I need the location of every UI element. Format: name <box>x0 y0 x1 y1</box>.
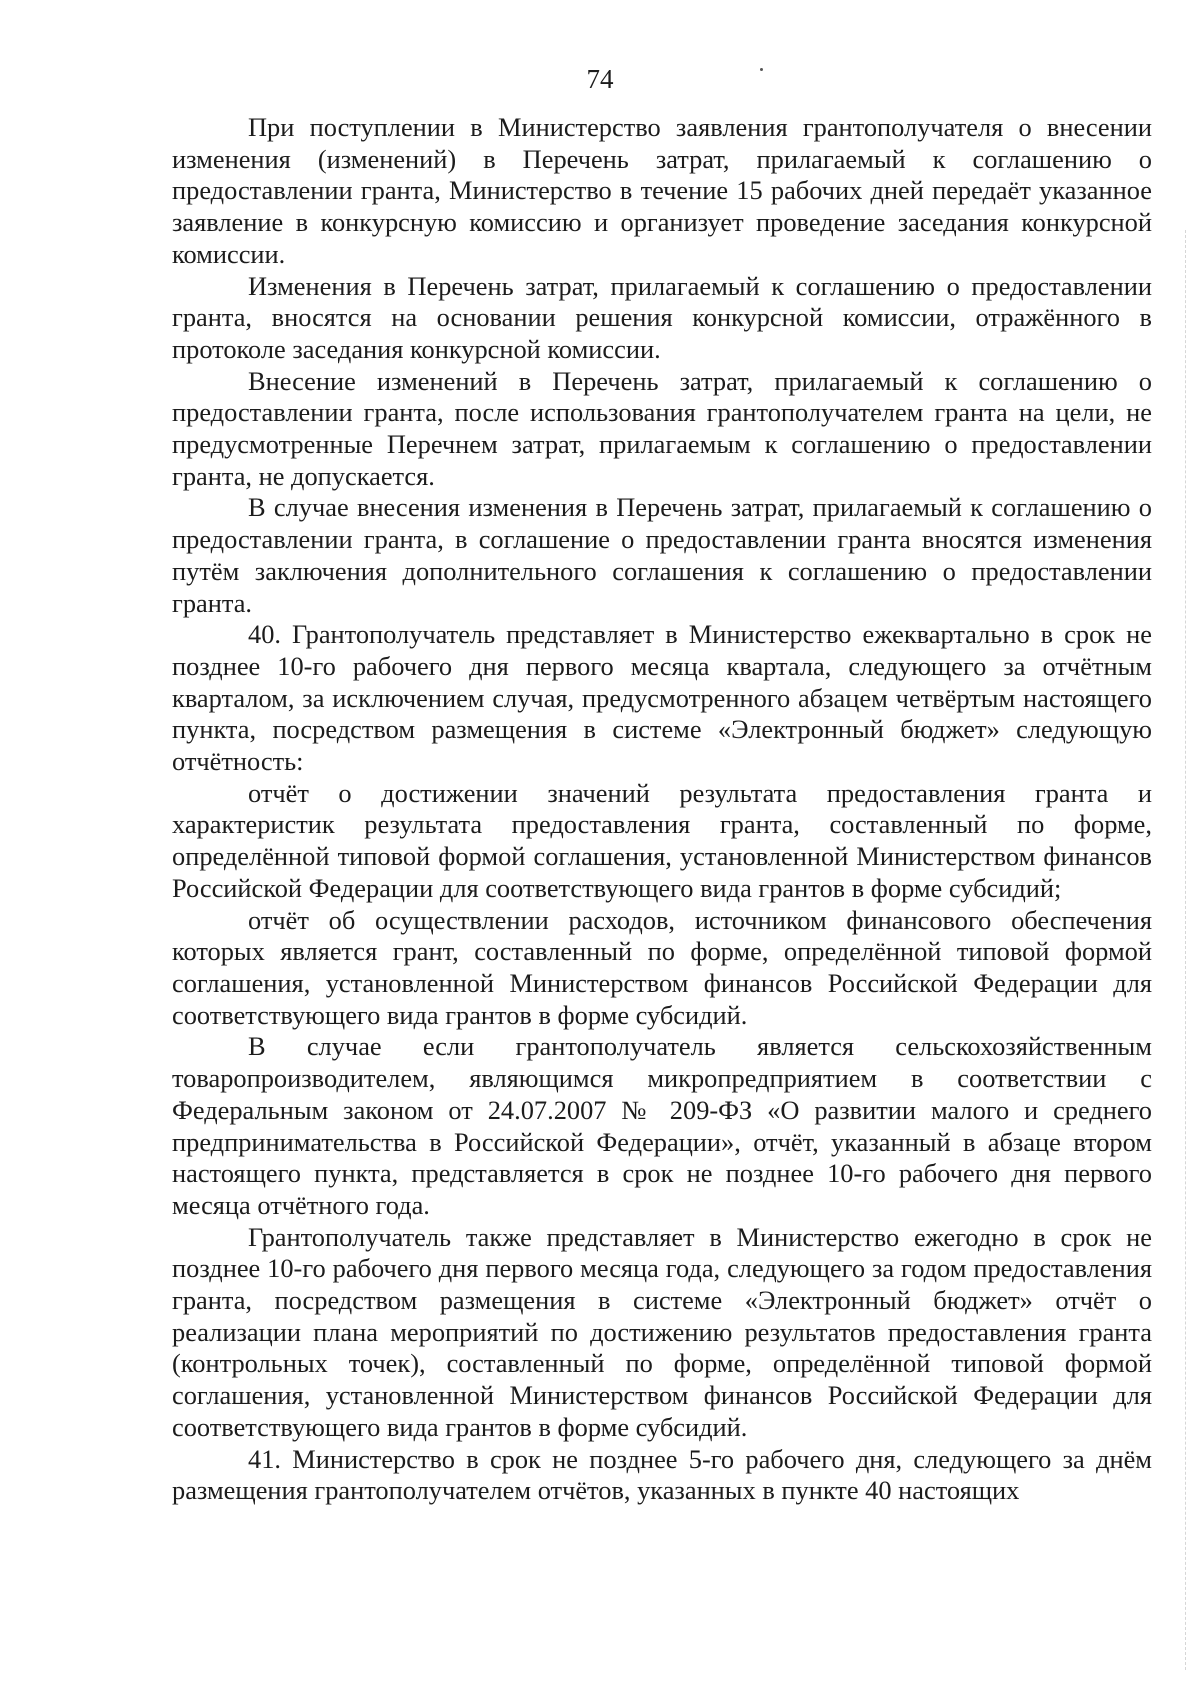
paragraph-additional-agreement: В случае внесения изменения в Перечень затрат, прилагаемый к соглашению о предоставлении гранта, в соглашение о предоставлении гранта вносятся изменения путём заключения дополнительного соглашения к соглашению о предоставлении гранта. <box>172 492 1152 618</box>
paragraph-microenterprise-case: В случае если грантополучатель является сельскохозяйственным товаропроизводителем, являющимся микропредприятием в соответствии с Федеральным законом от 24.07.2007 № 209-ФЗ «О развитии малого и среднего предпринимательства в Российской Федерации», отчёт, указанный в абзаце втором настоящего пункта, представляется в срок не позднее 10-го рабочего дня первого месяца отчётного года. <box>172 1031 1152 1220</box>
paragraph-changes-prohibited: Внесение изменений в Перечень затрат, прилагаемый к соглашению о предоставлении гранта, после использования грантополучателем гранта на цели, не предусмотренные Перечнем затрат, прилагаемым к соглашению о предоставлении гранта, не допускается. <box>172 365 1152 491</box>
paragraph-changes-basis: Изменения в Перечень затрат, прилагаемый к соглашению о предоставлении гранта, вносятся на основании решения конкурсной комиссии, отражённого в протоколе заседания конкурсной комиссии. <box>172 270 1152 364</box>
paragraph-clause-40: 40. Грантополучатель представляет в Министерство ежеквартально в срок не позднее 10-го рабочего дня первого месяца квартала, следующего за отчётным кварталом, за исключением случая, предусмотренного абзацем четвёртым настоящего пункта, посредством размещения в системе «Электронный бюджет» следующую отчётность: <box>172 619 1152 777</box>
scan-edge-line <box>1184 230 1186 1670</box>
document-body <box>172 112 1152 1507</box>
paragraph-changes-request: При поступлении в Министерство заявления грантополучателя о внесении изменения (изменений) в Перечень затрат, прилагаемый к соглашению о предоставлении гранта, Министерство в течение 15 рабочих дней передаёт указанное заявление в конкурсную комиссию и организует проведение заседания конкурсной комиссии. <box>172 112 1152 269</box>
paragraph-annual-report: Грантополучатель также представляет в Министерство ежегодно в срок не позднее 10-го рабочего дня первого месяца года, следующего за годом предоставления гранта, посредством размещения в системе «Электронный бюджет» отчёт о реализации плана мероприятий по достижению результатов предоставления гранта (контрольных точек), составленный по форме, определённой типовой формой соглашения, установленной Министерством финансов Российской Федерации для соответствующего вида грантов в форме субсидий. <box>172 1221 1152 1442</box>
scan-speck <box>760 68 763 71</box>
paragraph-report-results: отчёт о достижении значений результата предоставления гранта и характеристик результата предоставления гранта, составленный по форме, определённой типовой формой соглашения, установленной Министерством финансов Российской Федерации для соответствующего вида грантов в форме субсидий; <box>172 777 1152 903</box>
paragraph-clause-41: 41. Министерство в срок не позднее 5-го рабочего дня, следующего за днём размещения грантополучателем отчётов, указанных в пункте 40 настоящих <box>172 1443 1152 1506</box>
paragraph-report-expenses: отчёт об осуществлении расходов, источником финансового обеспечения которых является грант, составленный по форме, определённой типовой формой соглашения, установленной Министерством финансов Российской Федерации для соответствующего вида грантов в форме субсидий. <box>172 904 1152 1030</box>
page-number: 74 <box>586 64 614 94</box>
